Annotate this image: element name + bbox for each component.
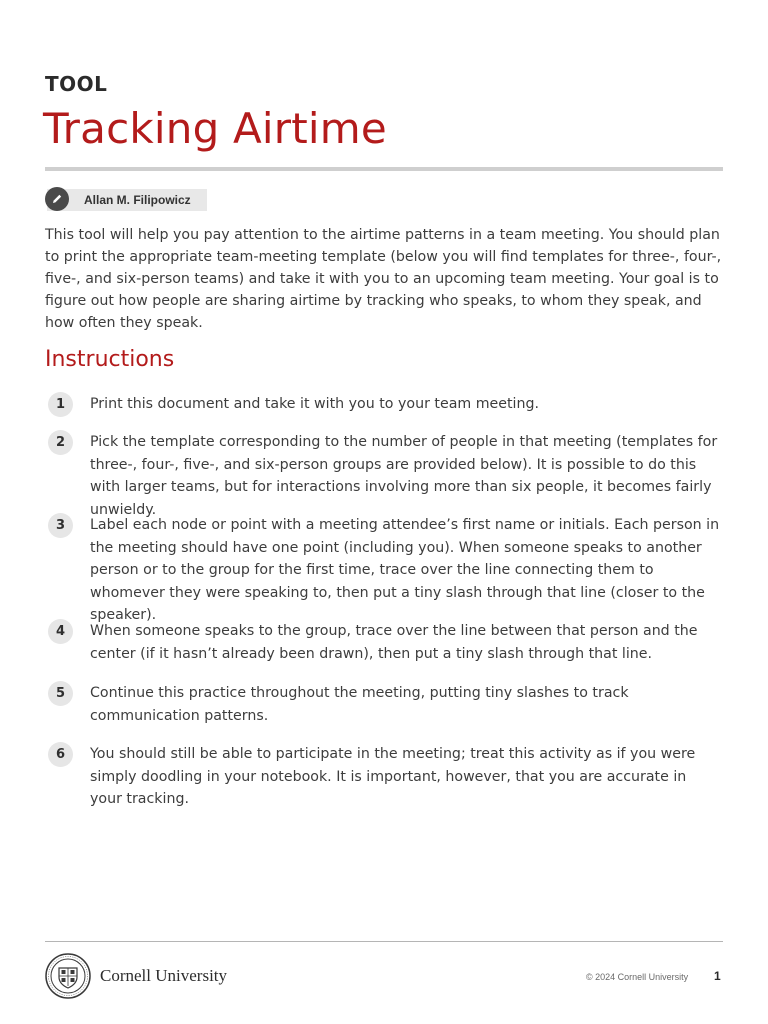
step-number-badge: 1 (48, 392, 73, 417)
intro-paragraph: This tool will help you pay attention to the airtime patterns in a team meeting. You should plan to print the appropriate team-meeting template (below you will find templates for three-, four-, five-, and six-person teams) and take it with you to an upcoming team meeting. Your goal is to figure out how people are sharing airtime by tracking who speaks, to whom they speak, and how often they speak. (45, 227, 722, 331)
step-number-badge: 3 (48, 513, 73, 538)
step-number-badge: 6 (48, 742, 73, 767)
step-text: Pick the template corresponding to the number of people in that meeting (templates for three-, four-, five-, and six-person groups are provided below). It is possible to do this with larger teams, but for interactions involving more than six people, it becomes fairly unwieldy. (90, 434, 718, 518)
author-name: Allan M. Filipowicz (84, 193, 191, 207)
author-badge (47, 189, 207, 211)
step-text: When someone speaks to the group, trace over the line between that person and the center (if it hasn’t already been drawn), then put a tiny slash through that line. (90, 623, 698, 662)
doc-kicker: TOOL (45, 72, 108, 96)
cornell-seal-icon (45, 953, 91, 999)
pencil-icon (45, 187, 69, 211)
step-text: Print this document and take it with you to your team meeting. (90, 396, 540, 412)
footer-divider (45, 941, 723, 942)
step-number-badge: 2 (48, 430, 73, 455)
step-number-badge: 5 (48, 681, 73, 706)
page-title: Tracking Airtime (43, 104, 387, 153)
instructions-heading: Instructions (45, 347, 175, 372)
page-number: 1 (714, 969, 721, 983)
step-text: Continue this practice throughout the meeting, putting tiny slashes to track communication patterns. (90, 685, 629, 724)
step-text: You should still be able to participate in the meeting; treat this activity as if you were simply doodling in your notebook. It is important, however, that you are accurate in your tracking. (90, 746, 696, 807)
copyright-notice: © 2024 Cornell University (586, 972, 689, 982)
university-name: Cornell University (100, 966, 228, 985)
title-divider (45, 167, 723, 171)
step-text: Label each node or point with a meeting attendee’s first name or initials. Each person in the meeting should have one point (including you). When someone speaks to another person or to the group for the first time, trace over the line connecting them to whomever they were speaking to, then put a tiny slash through that line (closer to the speaker). (90, 517, 720, 623)
step-number-badge: 4 (48, 619, 73, 644)
